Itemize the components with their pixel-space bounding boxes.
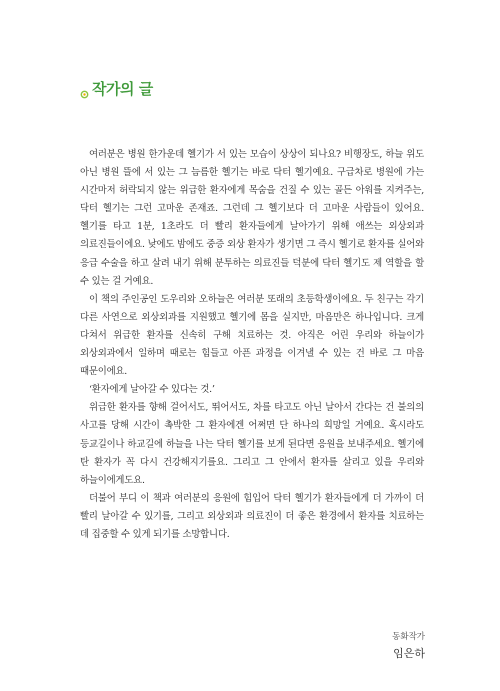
page-title: 작가의 글: [92, 80, 153, 98]
author-role: 동화작가: [392, 632, 425, 642]
quote-paragraph: ‘환자에게 날아갈 수 있다는 것.’: [89, 384, 215, 396]
author-signature: [392, 630, 425, 662]
paragraph: 위급한 환자를 향해 걸어서도, 뛰어서도, 차를 타고도 아닌 날아서 간다는 건 불의의 사고를 당해 시간이 촉박한 그 환자에겐 어쩌면 단 하나의 희망일 거예요. 혹시라도 등교길이나 하교길에 하늘을 나는 닥터 헬기를 보게 된다면 응원을 보내주세요. 헬기에 탄 환자가 꼭 다시 건강해지기를요. 그리고 그 안에서 환자를 살리고 있을 우리와 하늘이에게도요.: [80, 402, 424, 486]
paragraph: 더불어 부디 이 책과 여러분의 응원에 힘입어 닥터 헬기가 환자들에게 더 가까이 더 빨리 날아갈 수 있기를, 그리고 외상외과 의료진이 더 좋은 환경에서 환자를 치료하는 데 집중할 수 있게 되기를 소망합니다.: [80, 492, 424, 540]
preface-body: [80, 146, 424, 544]
leaf-icon: [80, 84, 89, 93]
paragraph: 이 책의 주인공인 도우리와 오하늘은 여러분 또래의 초등학생이에요. 두 친구는 각기 다른 사연으로 외상외과를 지원했고 헬기에 몸을 실지만, 마음만은 하나입니다. 크게 다쳐서 위급한 환자를 신속히 구해 치료하는 것. 아직은 어린 우리와 하늘이가 외상외과에서 일하며 때로는 힘들고 아픈 과정을 이겨낼 수 있는 건 바로 그 마음 때문이에요.: [80, 293, 424, 378]
author-name: 임은하: [393, 647, 425, 660]
page-heading: [80, 78, 153, 99]
paragraph: 여러분은 병원 한가운데 헬기가 서 있는 모습이 상상이 되나요? 비행장도, 하늘 위도 아닌 병원 뜰에 서 있는 그 늠름한 헬기는 바로 닥터 헬기예요. 구급차로 병원에 가는 시간마저 허락되지 않는 위급한 환자에게 목숨을 건질 수 있는 골든 아워를 지켜주는, 닥터 헬기는 그런 고마운 존재죠. 그런데 그 헬기보다 더 고마운 사람들이 있어요. 헬기를 타고 1분, 1초라도 더 빨리 환자들에게 날아가기 위해 애쓰는 외상외과 의료진들이에요. 낮에도 밤에도 중증 외상 환자가 생기면 그 즉시 헬기로 환자를 실어와 응급 수술을 하고 살려 내기 위해 분투하는 의료진들 덕분에 닥터 헬기도 제 역할을 할 수 있는 걸 거예요.: [80, 149, 424, 287]
